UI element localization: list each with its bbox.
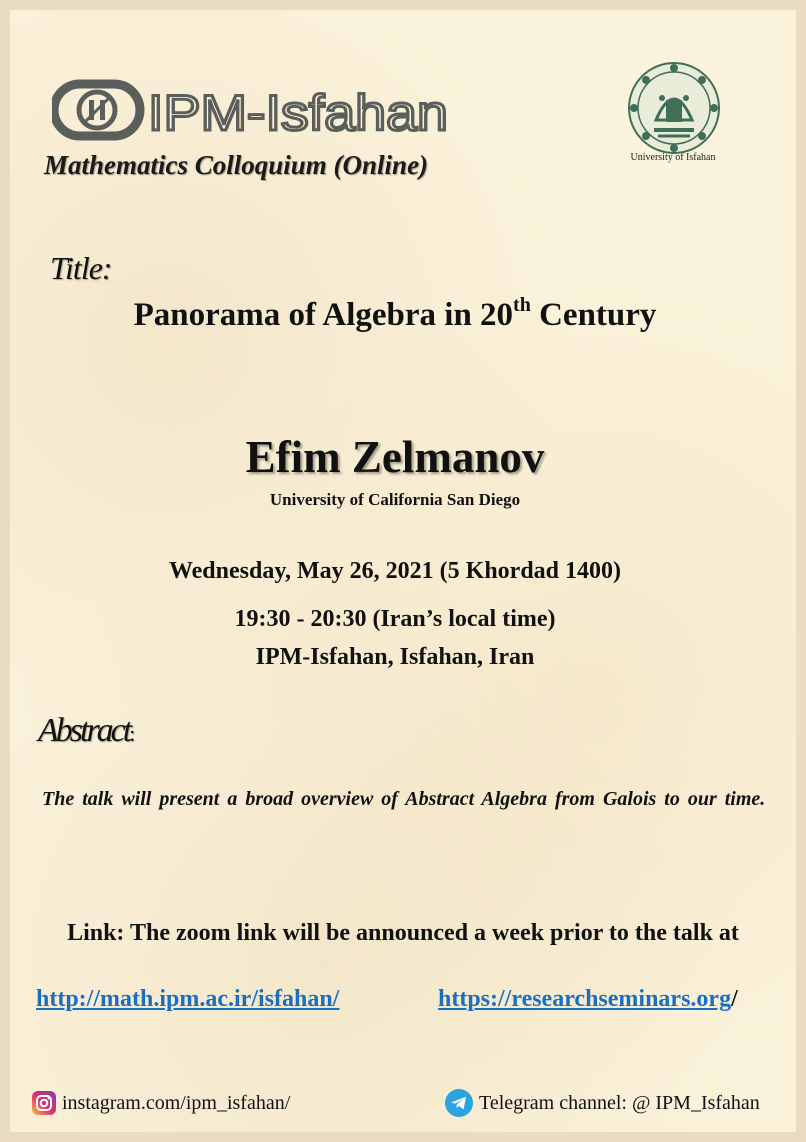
telegram-row[interactable] [445,1089,760,1117]
ipm-logo-text: IPM-Isfahan [148,85,448,141]
ipm-isfahan-url-link[interactable]: http://math.ipm.ac.ir/isfahan/ [36,986,340,1012]
researchseminars-url-suffix: / [731,986,738,1012]
researchseminars-url-link[interactable]: https://researchseminars.org [438,986,732,1012]
telegram-icon [445,1089,473,1117]
instagram-row[interactable] [32,1089,290,1117]
poster [10,10,796,1132]
ipm-isfahan-logo [52,78,452,144]
colloquium-heading: Mathematics Colloquium (Online) [44,150,429,180]
talk-title-end: Century [530,297,657,333]
talk-venue: IPM-Isfahan, Isfahan, Iran [255,644,535,670]
instagram-handle: instagram.com/ipm_isfahan/ [62,1091,291,1114]
abstract-label [38,712,135,750]
talk-title-superscript: th [513,294,531,316]
instagram-icon [32,1091,56,1115]
talk-title [10,294,780,334]
ipm-logo-icon [52,78,452,144]
zoom-link-notice: Link: The zoom link will be announced a week prior to the talk at [67,920,739,946]
talk-date: Wednesday, May 26, 2021 (5 Khordad 1400) [168,558,622,584]
abstract-colon: : [129,721,136,746]
talk-title-main: Panorama of Algebra in 20 [133,297,514,333]
title-label: Title: [50,250,112,286]
speaker-name: Efim Zelmanov [245,432,545,482]
university-caption: University of Isfahan [630,152,716,163]
university-seal-icon [626,60,722,156]
researchseminars-link-group [438,986,738,1013]
telegram-channel: Telegram channel: @ IPM_Isfahan [479,1091,760,1114]
abstract-label-text: Abstract [38,712,130,749]
talk-time: 19:30 - 20:30 (Iran’s local time) [234,606,556,632]
university-seal [626,60,722,156]
speaker-affiliation: University of California San Diego [269,490,521,509]
abstract-text: The talk will present a broad overview of Abstract Algebra from Galois to our time. [42,788,766,810]
